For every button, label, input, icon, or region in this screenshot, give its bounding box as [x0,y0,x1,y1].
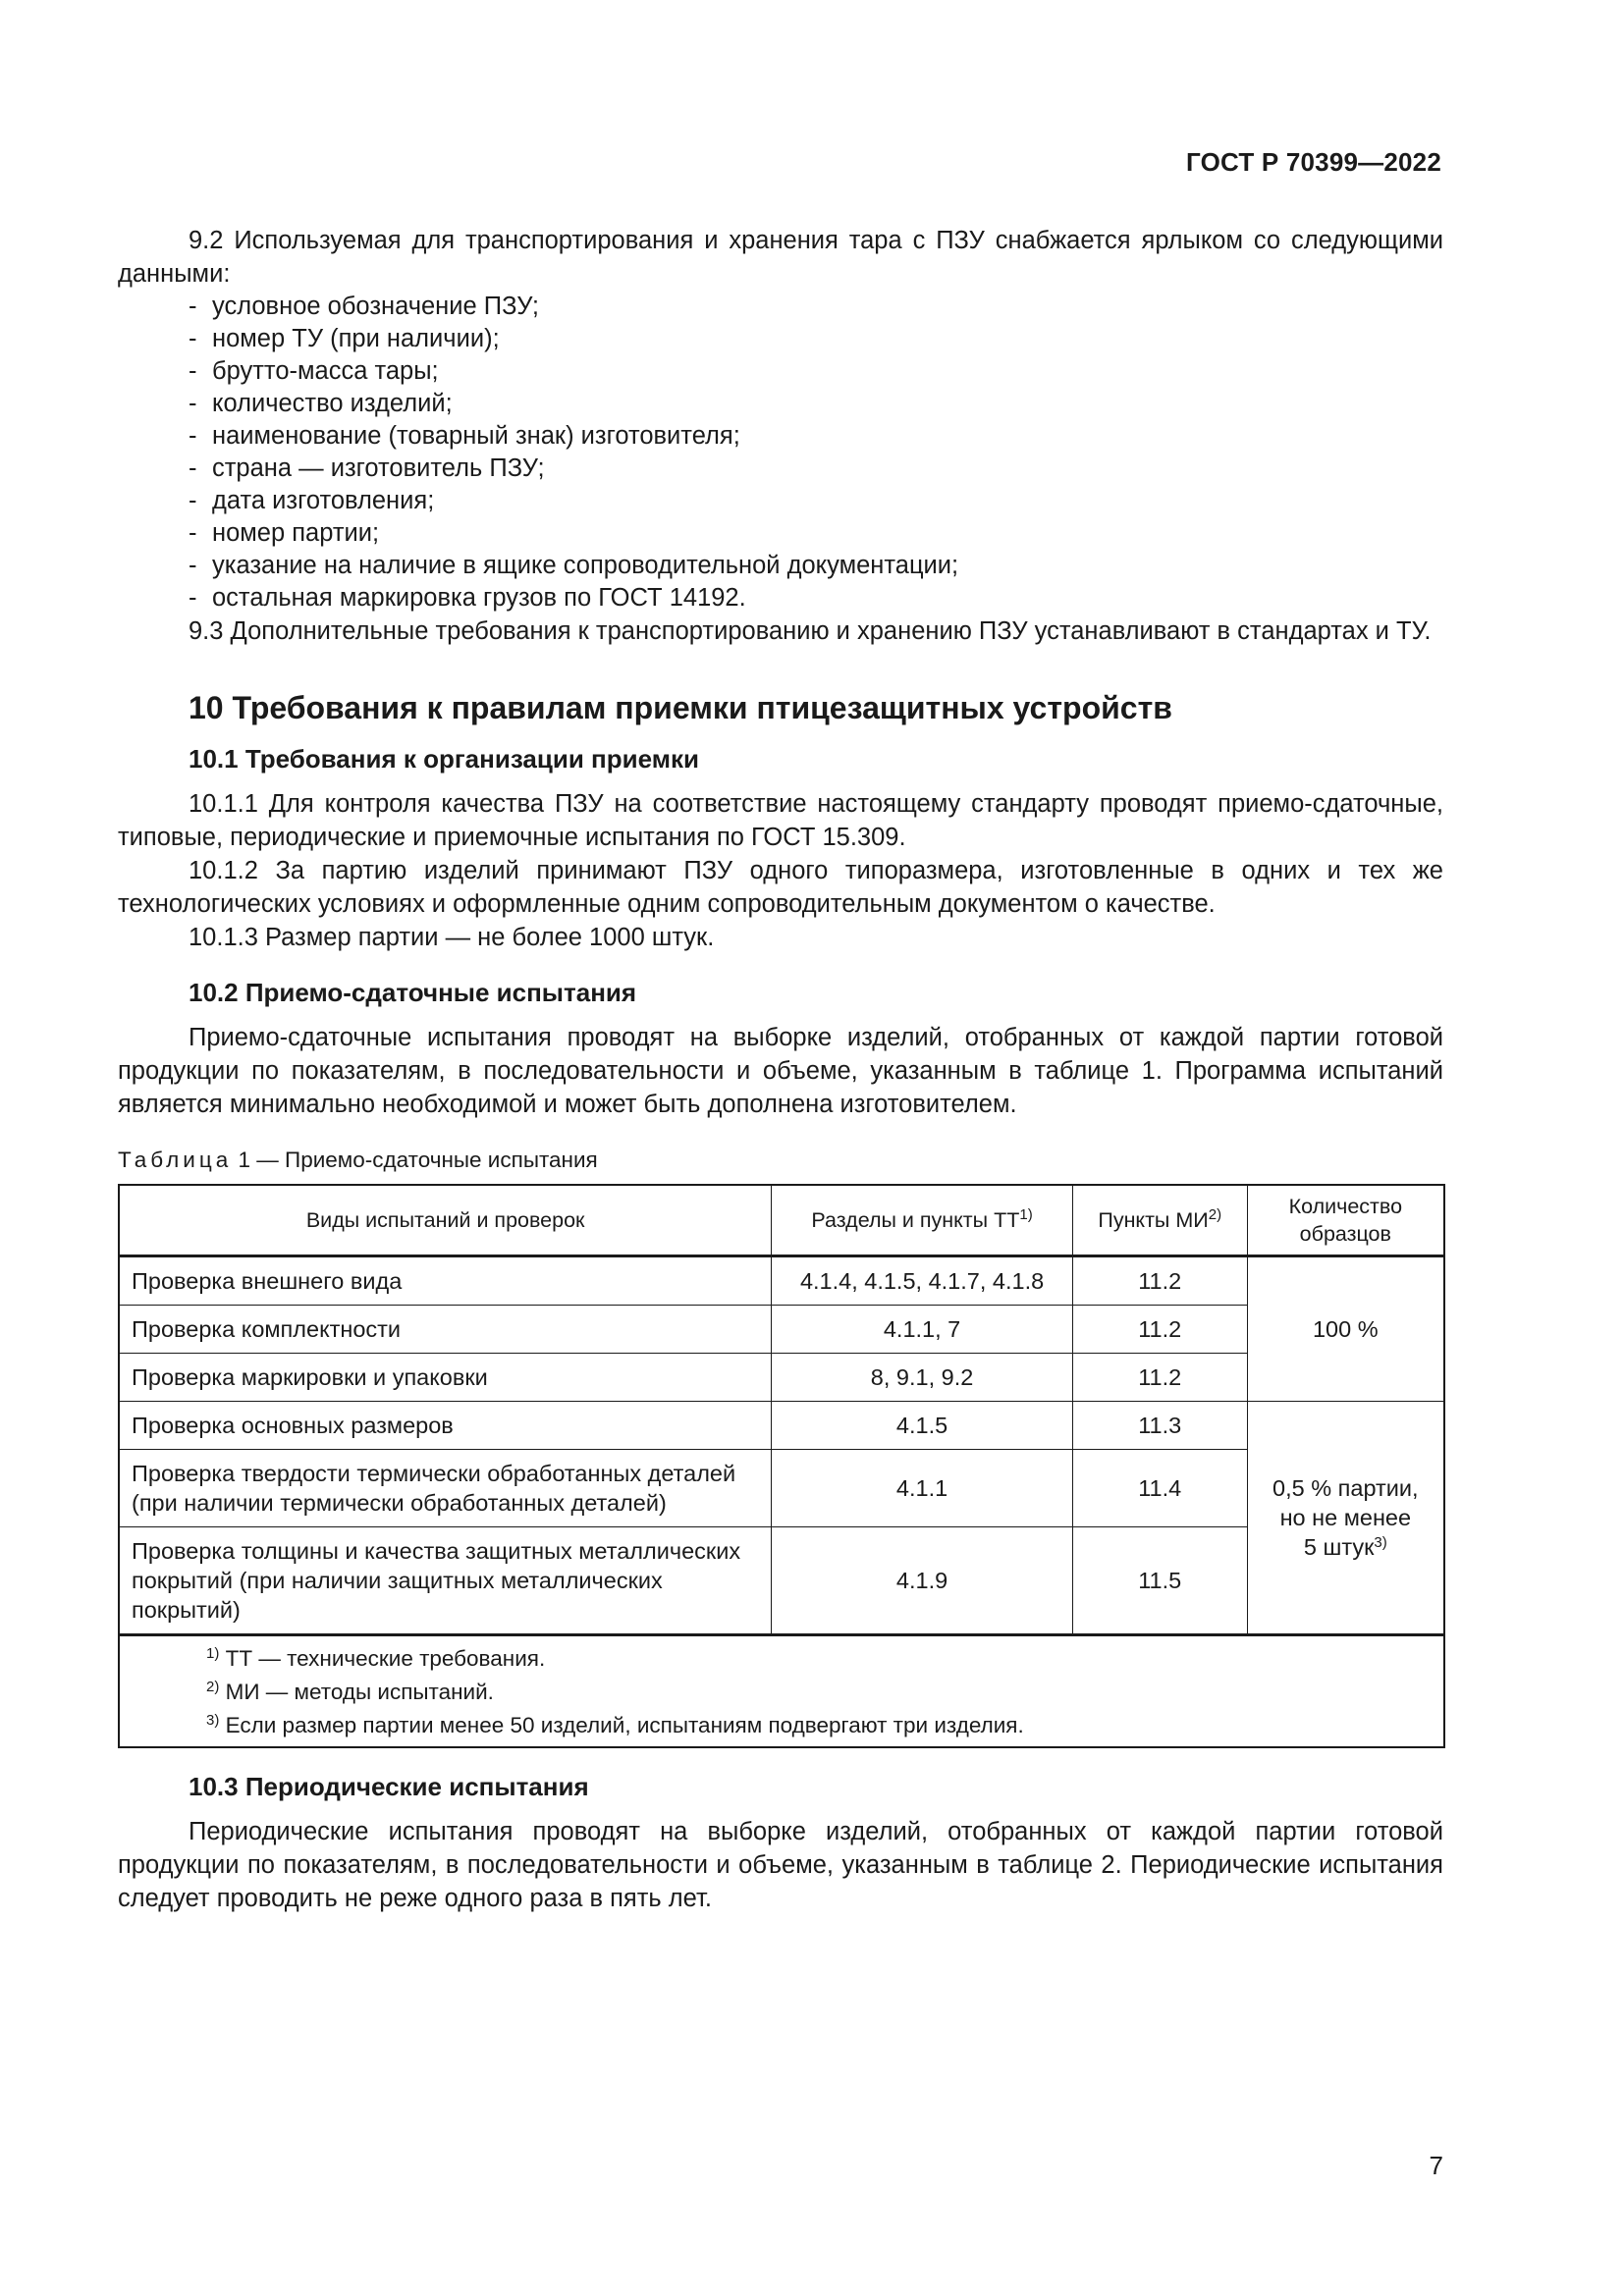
page-number: 7 [1429,2151,1443,2180]
tt-clause-cell: 4.1.9 [772,1527,1073,1635]
footnote: $^{1)}$ ТТ — технические требования. [206,1645,546,1671]
column-header-test-type: Виды испытаний и проверок [119,1185,772,1256]
tt-clause-cell: 4.1.5 [772,1402,1073,1450]
tt-clause-cell: 4.1.4, 4.1.5, 4.1.7, 4.1.8 [772,1256,1073,1306]
test-name-cell: Проверка маркировки и упаковки [119,1354,772,1402]
paragraph-9-2: 9.2 Используемая для транспортирования и хранения тара с ПЗУ снабжается ярлыком со следующими данными: [118,227,1443,288]
table-row [119,1402,1444,1450]
list-item: - количество изделий; [189,390,453,417]
mi-clause-cell: 11.2 [1072,1306,1247,1354]
document-id: ГОСТ Р 70399—2022 [1186,147,1441,177]
table-footnotes-row [119,1635,1444,1748]
list-item: - брутто-масса тары; [189,357,439,385]
column-header-sample-qty: Количество образцов [1247,1185,1444,1256]
section-10-title: 10 Требования к правилам приемки птицезащитных устройств [189,690,1172,725]
tt-clause-cell: 4.1.1 [772,1450,1073,1527]
test-name-cell: Проверка внешнего вида [119,1256,772,1306]
mi-clause-cell: 11.4 [1072,1450,1247,1527]
table-caption-text: 1 — Приемо-сдаточные испытания [238,1148,598,1172]
acceptance-tests-table [118,1184,1445,1748]
test-name-cell: Проверка основных размеров [119,1402,772,1450]
column-header-mi-clauses: Пункты МИ$^{2)}$ [1072,1185,1247,1256]
list-item: - номер ТУ (при наличии); [189,325,500,352]
paragraph-9-3: 9.3 Дополнительные требования к транспортированию и хранению ПЗУ устанавливают в стандартах и ТУ. [189,617,1432,645]
list-item: - остальная маркировка грузов по ГОСТ 14192. [189,584,746,612]
subsection-10-1-title: 10.1 Требования к организации приемки [189,744,699,774]
paragraph-10-1-3: 10.1.3 Размер партии — не более 1000 штук. [189,924,715,951]
list-item: - условное обозначение ПЗУ; [189,293,539,320]
list-item: - дата изготовления; [189,487,435,514]
table-caption-word: Таблица [118,1148,233,1172]
sample-qty-cell: 100 % [1247,1256,1444,1402]
mi-clause-cell: 11.2 [1072,1256,1247,1306]
list-item: - страна — изготовитель ПЗУ; [189,454,545,482]
list-item: - указание на наличие в ящике сопроводительной документации; [189,552,959,579]
paragraph-10-3: Периодические испытания проводят на выборке изделий, отобранных от каждой партии готовой продукции по показателям, в последовательности и объеме, указанным в таблице 2. Периодические испытания следует проводить не реже одного раза в пять лет. [118,1818,1443,1912]
list-item: - наименование (товарный знак) изготовителя; [189,422,740,450]
table-footnotes [119,1635,1444,1748]
mi-clause-cell: 11.5 [1072,1527,1247,1635]
mi-clause-cell: 11.2 [1072,1354,1247,1402]
table-row [119,1527,1444,1635]
label-data-list [118,291,1443,614]
paragraph-10-2: Приемо-сдаточные испытания проводят на выборке изделий, отобранных от каждой партии готовой продукции по показателям, в последовательности и объеме, указанным в таблице 1. Программа испытаний является минимально необходимой и может быть дополнена изготовителем. [118,1024,1443,1118]
column-header-tt-clauses: Разделы и пункты ТТ$^{1)}$ [772,1185,1073,1256]
table-row [119,1354,1444,1402]
subsection-10-2-title: 10.2 Приемо-сдаточные испытания [189,978,637,1007]
table-header-row [119,1185,1444,1256]
mi-clause-cell: 11.3 [1072,1402,1247,1450]
paragraph-10-1-1: 10.1.1 Для контроля качества ПЗУ на соответствие настоящему стандарту проводят приемо-сдаточные, типовые, периодические и приемочные испытания по ГОСТ 15.309. [118,790,1443,851]
test-name-cell: Проверка комплектности [119,1306,772,1354]
table-caption [118,1147,1443,1174]
test-name-cell: Проверка толщины и качества защитных металлических покрытий (при наличии защитных металлических покрытий) [119,1527,772,1635]
footnote: $^{3)}$ Если размер партии менее 50 изделий, испытаниям подвергают три изделия. [206,1712,1024,1737]
sample-qty-cell: 0,5 % партии, но не менее 5 штук$^{3)}$ [1247,1402,1444,1635]
subsection-10-3-title: 10.3 Периодические испытания [189,1772,589,1801]
table-row [119,1256,1444,1306]
test-name-cell: Проверка твердости термически обработанных деталей (при наличии термически обработанных деталей) [119,1450,772,1527]
table-row [119,1450,1444,1527]
footnote: $^{2)}$ МИ — методы испытаний. [206,1679,494,1704]
table-row [119,1306,1444,1354]
paragraph-10-1-2: 10.1.2 За партию изделий принимают ПЗУ одного типоразмера, изготовленные в одних и тех же технологических условиях и оформленные одним сопроводительным документом о качестве. [118,857,1443,918]
tt-clause-cell: 4.1.1, 7 [772,1306,1073,1354]
page-content [118,224,1443,1915]
tt-clause-cell: 8, 9.1, 9.2 [772,1354,1073,1402]
list-item: - номер партии; [189,519,380,547]
